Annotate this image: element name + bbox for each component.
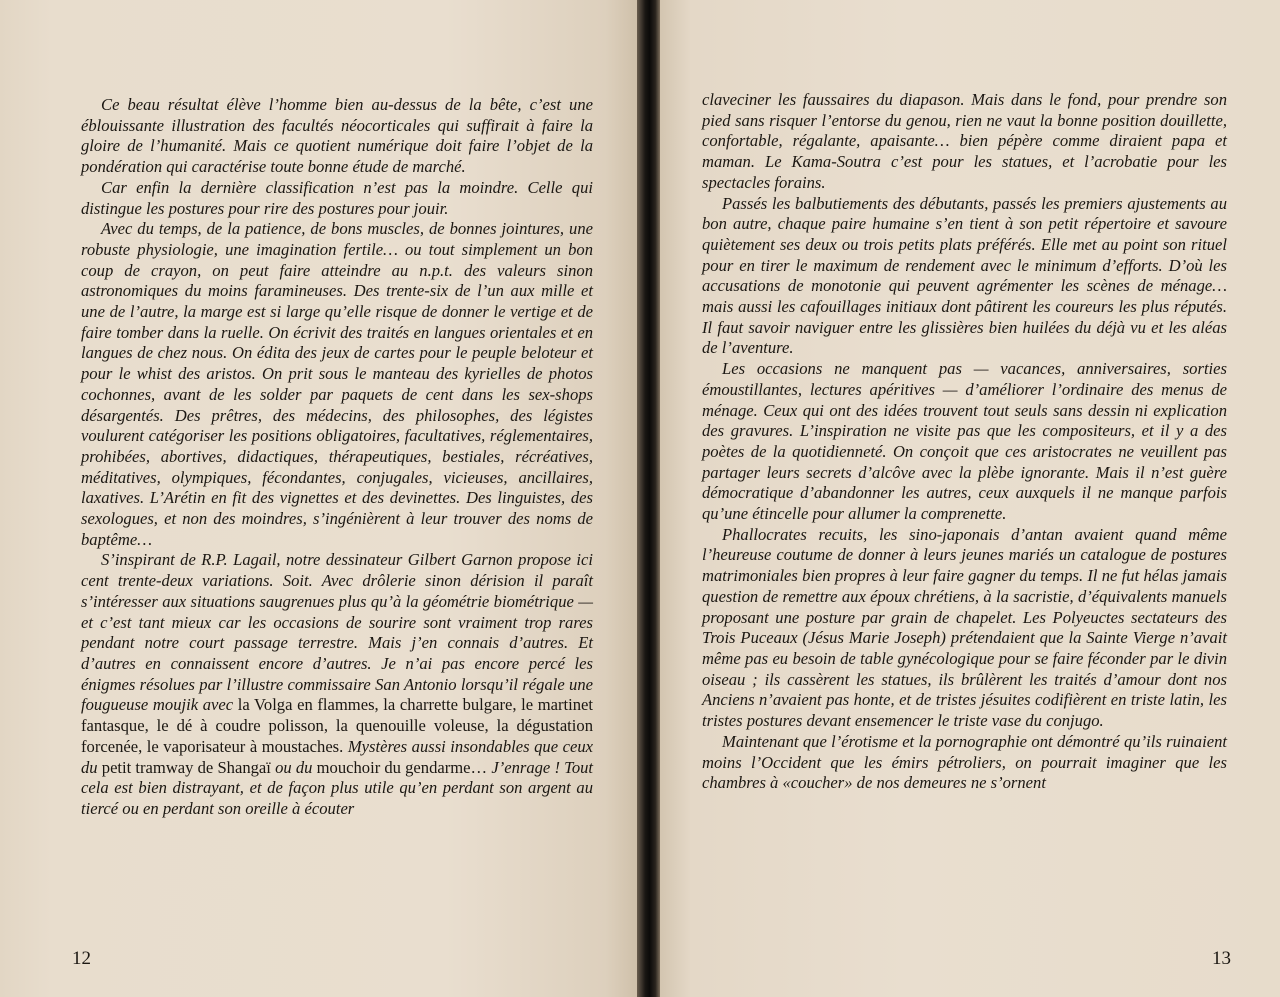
left-page [0, 0, 637, 997]
page-number: 12 [72, 948, 91, 969]
left-page-text [81, 95, 593, 820]
paragraph: claveciner les faussaires du diapason. Mais dans le fond, pour prendre son pied sans risquer l’entorse du genou, rien ne vaut la bonne position douillette, confortable, régalante, apaisante… bien pépère comme diraient papa et maman. Le Kama-Soutra c’est pour les statues, et l’acrobatie pour les spectacles forains. [702, 90, 1227, 192]
paragraph: Phallocrates recuits, les sino-japonais d’antan avaient quand même l’heureuse coutume de donner à leurs jeunes mariés un catalogue de postures matrimoniales bien propres à leur faire gagner du temps. Il ne fut hélas jamais question de remettre aux époux chrétiens, à la sacristie, d’équivalents manuels proposant une posture par grain de chapelet. Les Polyeuctes sectateurs des Trois Puceaux (Jésus Marie Joseph) prétendaient que la Sainte Vierge n’avait même pas eu besoin de table gynécologique pour se faire féconder par le divin oiseau ; ils cassèrent les statues, ils brûlèrent les traités d’amour dont nos Anciens n’avaient pas honte, et de tristes jésuites codifièrent en triste latin, les tristes postures devant ensemencer le triste vase du conjugo. [702, 524, 1227, 731]
paragraph-text: J’enrage ! Tout cela est bien distrayant, et de façon plus utile qu’en perdant son argent au tiercé ou en perdant son oreille à écouter [81, 757, 594, 818]
paragraph-text: Mystères aussi insondables que ceux du [81, 736, 593, 777]
paragraph: Ce beau résultat élève l’homme bien au-dessus de la bête, c’est une éblouissante illustration des facultés néocorticales qui suffirait à faire la gloire de l’humanité. Mais ce quotient numérique doit faire l’objet de la pondération qui caractérise toute bonne étude de marché. [81, 95, 593, 177]
paragraph: Passés les balbutiements des débutants, passés les premiers ajustements au bon autre, chaque paire humaine s’en tient à son petit répertoire et savoure quiètement ses deux ou trois petits plats préférés. Elle met au point son rituel pour en tirer le maximum de rendement avec le minimum d’efforts. D’où les accusations de monotonie qui peuvent agrémenter les scènes de ménage… mais aussi les cafouillages initiaux dont pâtirent les coureurs les plus réputés. Il faut savoir naviguer entre les glissières bien huilées du déjà vu et les aléas de l’aventure. [702, 193, 1227, 358]
paragraph-roman-text: petit tramway de Shangaï [101, 757, 271, 777]
paragraph: Les occasions ne manquent pas — vacances, anniversaires, sorties émoustillantes, lectures apéritives — d’améliorer l’ordinaire des menus de ménage. Ceux qui ont des idées trouvent tout seuls sans dessin ni explication des gravures. L’inspiration ne visite pas que les compositeurs, et il y a des poètes de la quotidienneté. On conçoit que ces aristocrates ne veuillent pas partager leurs secrets d’alcôve avec la plèbe ignorante. Mais il n’est guère démocratique d’abandonner les autres, ceux auxquels il ne manque parfois qu’une étincelle pour allumer la comprenette. [702, 359, 1227, 524]
right-page [660, 0, 1280, 997]
paragraph-text: ou du [275, 757, 313, 777]
paragraph-text: S’inspirant de R.P. Lagail, notre dessinateur Gilbert Garnon propose ici cent trente-deux variations. Soit. Avec drôlerie sinon dérision il paraît s’intéresser aux situations saugrenues plus qu’à la géométrie biométrique — et c’est tant mieux car les occasions de sourire sont vraiment trop rares pendant notre court passage terrestre. Mais j’en connais d’autres. Et d’autres en connaissent encore d’autres. Je n’ai pas encore percé les énigmes résolues par l’illustre commissaire San Antonio lorsqu’il régale une fougueuse moujik avec [81, 550, 593, 715]
paragraph: Avec du temps, de la patience, de bons muscles, de bonnes jointures, une robuste physiologie, une imagination fertile… ou tout simplement un bon coup de crayon, on peut faire atteindre au n.p.t. des valeurs sinon astronomiques du moins faramineuses. Des trente-six de l’un aux mille et une de l’autre, la marge est si large qu’elle risque de donner le vertige et de faire tomber dans la ruelle. On écrivit des traités en langues orientales et en langues de chez nous. On édita des jeux de cartes pour le peuple beloteur et pour le whist des aristos. On prit sous le manteau des kyrielles de photos cochonnes, avant de les solder par paquets de cent dans les sex-shops désargentés. Des prêtres, des médecins, des philosophes, des légistes voulurent catégoriser les positions obligatoires, facultatives, réglementaires, prohibées, abortives, didactiques, thérapeutiques, bestiales, récréatives, méditatives, olympiques, fécondantes, conjugales, vicieuses, ancillaires, laxatives. L’Arétin en fit des vignettes et des devinettes. Des linguistes, des sexologues, et non des moindres, s’ingénièrent à leur trouver des noms de baptême… [81, 219, 593, 549]
paragraph: Car enfin la dernière classification n’est pas la moindre. Celle qui distingue les postures pour rire des postures pour jouir. [81, 177, 593, 218]
paragraph-roman-text: la Volga en flammes, la charrette bulgare, le martinet fantasque, le dé à coudre polisson, la quenouille voleuse, la dégustation forcenée, le vaporisateur à moustaches. [81, 695, 594, 756]
page-number: 13 [1212, 948, 1231, 969]
paragraph-roman-text: mouchoir du gendarme… [316, 757, 488, 777]
right-page-text [702, 90, 1227, 794]
book-gutter [637, 0, 660, 997]
paragraph [81, 550, 593, 819]
paragraph: Maintenant que l’érotisme et la pornographie ont démontré qu’ils ruinaient moins l’Occident que les émirs pétroliers, on pourrait imaginer que les chambres à «coucher» de nos demeures ne s’ornent [702, 731, 1227, 793]
